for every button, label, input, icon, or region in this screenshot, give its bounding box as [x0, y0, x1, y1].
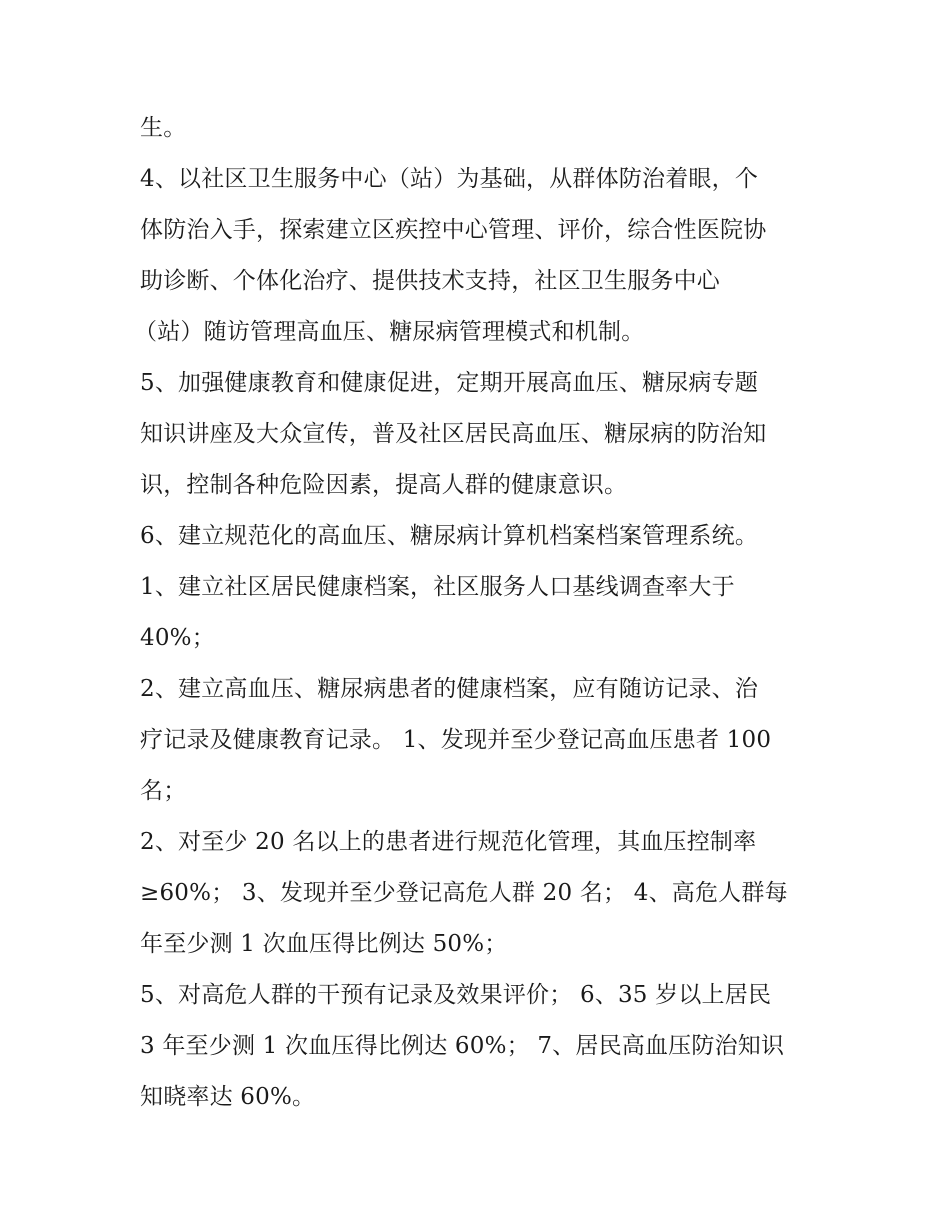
text-line: 助诊断、个体化治疗、提供技术支持，社区卫生服务中心 [140, 268, 720, 294]
text-line: 3 年至少测 1 次血压得比例达 60%； 7、居民高血压防治知识 [140, 1033, 785, 1059]
text-line: 5、对高危人群的干预有记录及效果评价； 6、35 岁以上居民 [140, 982, 772, 1008]
text-line: （站）随访管理高血压、糖尿病管理模式和机制。 [134, 319, 645, 345]
text-line: 4、以社区卫生服务中心（站）为基础，从群体防治着眼，个 [140, 166, 759, 192]
text-line: 40%； [140, 625, 215, 651]
text-line: 1、建立社区居民健康档案，社区服务人口基线调查率大于 [140, 574, 735, 600]
text-line: 2、对至少 20 名以上的患者进行规范化管理，其血压控制率 [140, 829, 757, 855]
text-line: 2、建立高血压、糖尿病患者的健康档案，应有随访记录、治 [140, 676, 759, 702]
text-line: 5、加强健康教育和健康促进，定期开展高血压、糖尿病专题 [140, 370, 759, 396]
document-body [134, 103, 820, 1123]
text-line: 生。 [140, 115, 187, 141]
text-line: ≥60%； 3、发现并至少登记高危人群 20 名； 4、高危人群每 [140, 880, 788, 906]
text-line: 知晓率达 60%。 [140, 1084, 316, 1110]
text-line: 体防治入手，探索建立区疾控中心管理、评价，综合性医院协 [140, 217, 767, 243]
text-line: 知识讲座及大众宣传，普及社区居民高血压、糖尿病的防治知 [140, 421, 767, 447]
text-line: 识，控制各种危险因素，提高人群的健康意识。 [140, 472, 628, 498]
text-line: 年至少测 1 次血压得比例达 50%； [140, 931, 508, 957]
text-line: 疗记录及健康教育记录。 1、发现并至少登记高血压患者 100 [140, 727, 772, 753]
text-line: 6、建立规范化的高血压、糖尿病计算机档案档案管理系统。 [140, 523, 759, 549]
text-line: 名； [140, 778, 187, 804]
